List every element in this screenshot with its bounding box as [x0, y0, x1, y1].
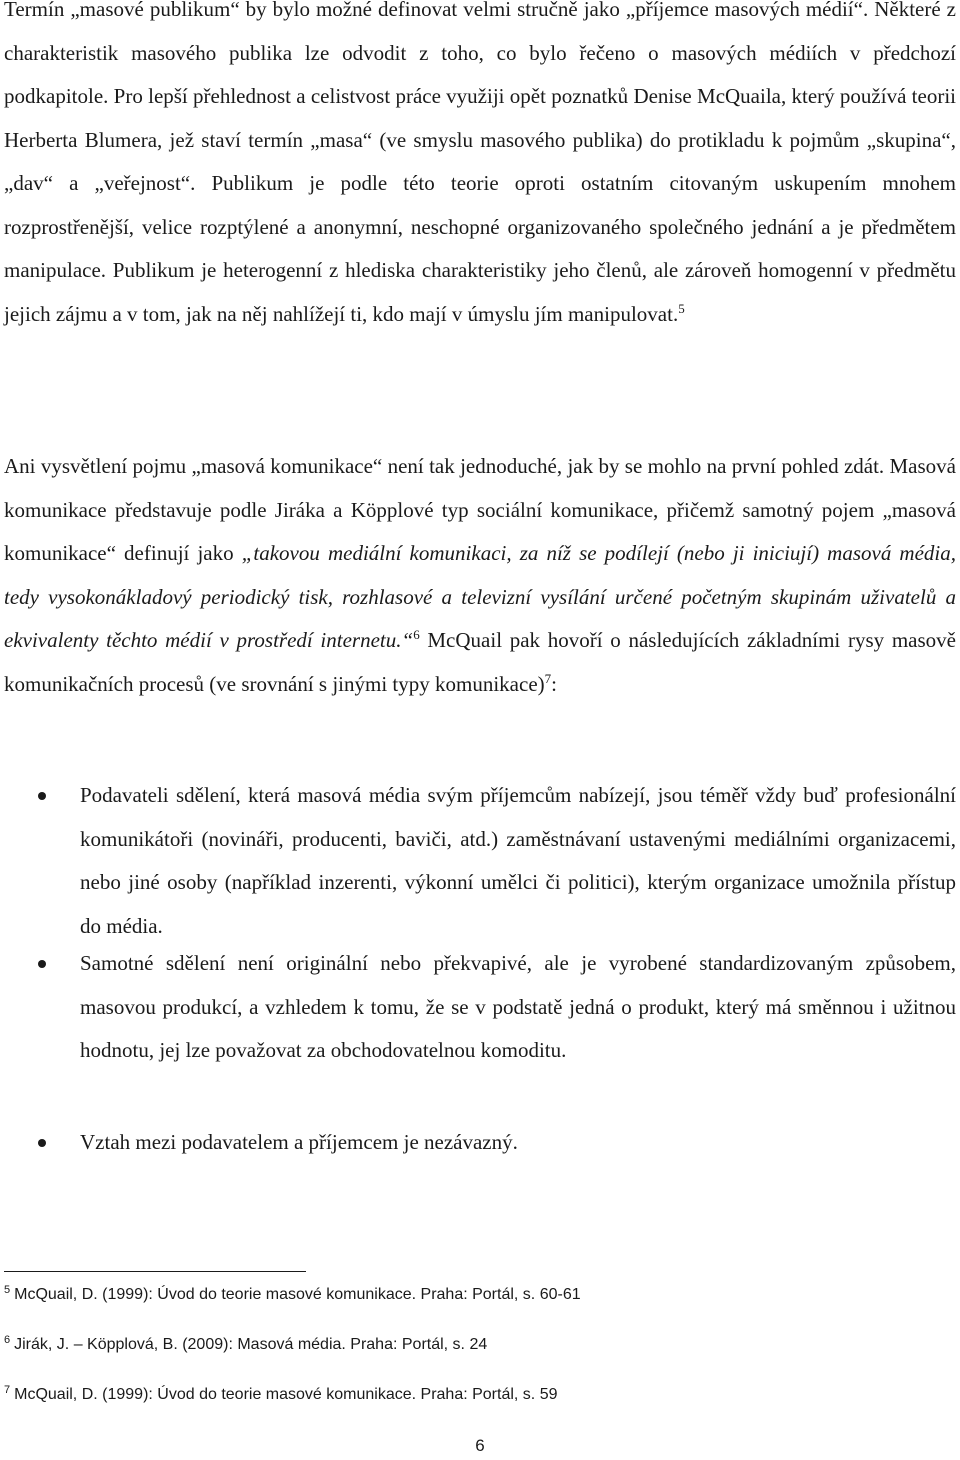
paragraph-text: Termín „masové publikum“ by bylo možné definovat velmi stručně jako „příjemce masových médií“. Některé z charakteristik masového publika lze odvodit z toho, co bylo řečeno o masových médiích v předchozí podkapitole. Pro lepší přehlednost a celistvost práce využiji opět poznatků Denise McQuaila, který používá teorii Herberta Blumera, jež staví termín „masa“ (ve smyslu masového publika) do protikladu k pojmům „skupina“, „dav“ a „veřejnost“. Publikum je podle této teorie oproti ostatním citovaným uskupením mnohem rozprostřenější, velice rozptýlené a anonymní, neschopné organizovaného společného jednání a je předmětem manipulace. Publikum je heterogenní z hlediska charakteristiky jeho členů, ale zároveň homogenní v předmětu jejich zájmu a v tom, jak na něj nahlížejí ti, kdo mají v úmyslu jím manipulovat.	[4, 0, 956, 326]
paragraph-mass-communication	[4, 445, 956, 706]
footnote	[4, 1385, 904, 1405]
paragraph-mass-audience	[4, 0, 956, 336]
list-item-text: Samotné sdělení není originální nebo překvapivé, ale je vyrobené standardizovaným způsobem, masovou produkcí, a vzhledem k tomu, že se v podstatě jedná o produkt, který má směnnou i užitnou hodnotu, jej lze považovat za obchodovatelnou komoditu.	[80, 951, 956, 1062]
bullet-icon	[38, 792, 46, 800]
footnote-number: 6	[4, 1333, 11, 1346]
bullet-icon	[38, 1139, 46, 1147]
footnote-number: 7	[4, 1383, 11, 1396]
list-item-text: Podavateli sdělení, která masová média svým příjemcům nabízejí, jsou téměř vždy buď profesionální komunikátoři (novináři, producenti, baviči, atd.) zaměstnávaní ustavenými mediálními organizacemi, nebo jiné osoby (například inzerenti, výkonní umělci či politici), kterým organizace umožnila přístup do média.	[80, 783, 956, 938]
paragraph-text: McQuail pak hovoří o následujících základními rysy masově komunikačních procesů (ve srovnání s jinými typy komunikace)	[4, 628, 956, 696]
footnote	[4, 1285, 904, 1305]
paragraph-text: Ani vysvětlení pojmu „masová komunikace“ není tak jednoduché, jak by se mohlo na první pohled zdát. Masová komunikace představuje podle Jiráka a Köpplové typ sociální komunikace, přičemž samotný pojem „masová komunikace“ definují jako	[4, 454, 956, 565]
footnote-separator	[4, 1271, 306, 1272]
definition-quote: „takovou mediální komunikaci, za níž se podílejí (nebo ji iniciují) masová média, tedy vysokonákladový periodický tisk, rozhlasové a televizní vysílání určené početným skupinám uživatelů a ekvivalenty těchto médií v prostředí internetu.“	[4, 541, 956, 652]
paragraph-text: :	[551, 671, 557, 696]
footnote-text: Jirák, J. – Köpplová, B. (2009): Masová média. Praha: Portál, s. 24	[14, 1336, 488, 1353]
footnote	[4, 1335, 904, 1355]
bullet-icon	[38, 960, 46, 968]
footnote-ref-7: 7	[544, 670, 552, 686]
footnote-text: McQuail, D. (1999): Úvod do teorie masové komunikace. Praha: Portál, s. 59	[14, 1386, 558, 1403]
page-number: 6	[475, 1436, 485, 1455]
footnote-number: 5	[4, 1283, 11, 1296]
footnote-ref-6: 6	[413, 627, 420, 642]
footnote-ref-5: 5	[678, 300, 685, 316]
footnote-text: McQuail, D. (1999): Úvod do teorie masové komunikace. Praha: Portál, s. 60-61	[14, 1286, 581, 1303]
list-item-text: Vztah mezi podavatelem a příjemcem je nezávazný.	[80, 1130, 518, 1154]
